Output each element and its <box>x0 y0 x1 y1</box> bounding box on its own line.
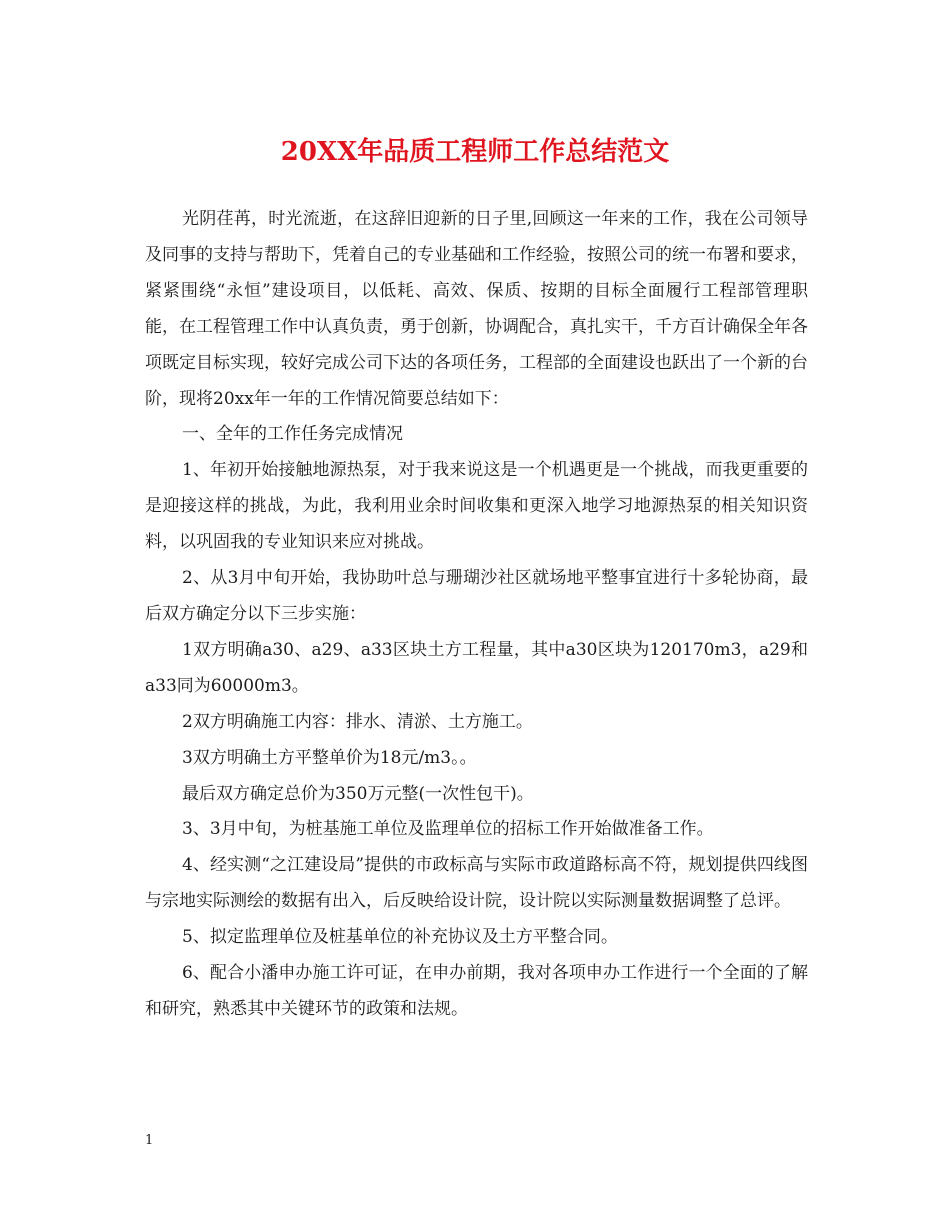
document-body <box>145 202 808 1028</box>
paragraph-item-4: 4、经实测“之江建设局”提供的市政标高与实际市政道路标高不符，规划提供四线图与宗地实际测绘的数据有出入，后反映给设计院，设计院以实际测量数据调整了总评。 <box>145 855 808 912</box>
paragraph-item-3: 3、3月中旬，为桩基施工单位及监理单位的招标工作开始做准备工作。 <box>182 819 714 840</box>
section-heading: 一、全年的工作任务完成情况 <box>182 424 403 445</box>
page-number: 1 <box>145 1133 154 1148</box>
paragraph-step-1: 1双方明确a30、a29、a33区块土方工程量，其中a30区块为120170m3，a29和a33同为60000m3。 <box>145 639 808 696</box>
document-title: 20XX年品质工程师工作总结范文 <box>280 137 670 167</box>
paragraph-step-2: 2双方明确施工内容：排水、清淤、土方施工。 <box>182 711 533 732</box>
paragraph-item-5: 5、拟定监理单位及桩基单位的补充协议及土方平整合同。 <box>182 927 618 948</box>
paragraph-total-price: 最后双方确定总价为350万元整(一次性包干)。 <box>182 783 534 804</box>
paragraph-item-1: 1、年初开始接触地源热泵，对于我来说这是一个机遇更是一个挑战，而我更重要的是迎接这样的挑战，为此，我利用业余时间收集和更深入地学习地源热泵的相关知识资料，以巩固我的专业知识来应对挑战。 <box>145 460 808 553</box>
paragraph-intro: 光阴荏苒，时光流逝，在这辞旧迎新的日子里,回顾这一年来的工作，我在公司领导及同事的支持与帮助下，凭着自己的专业基础和工作经验，按照公司的统一布署和要求，紧紧围绕“永恒”建设项目，以低耗、高效、保质、按期的目标全面履行工程部管理职能，在工程管理工作中认真负责，勇于创新，协调配合，真扎实干，千方百计确保全年各项既定目标实现，较好完成公司下达的各项任务，工程部的全面建设也跃出了一个新的台阶，现将20xx年一年的工作情况简要总结如下： <box>145 209 808 409</box>
paragraph-item-6: 6、配合小潘申办施工许可证，在申办前期，我对各项申办工作进行一个全面的了解和研究，熟悉其中关键环节的政策和法规。 <box>145 963 808 1019</box>
paragraph-step-3: 3双方明确土方平整单价为18元/m3。。 <box>182 747 477 768</box>
paragraph-item-2: 2、从3月中旬开始，我协助叶总与珊瑚沙社区就场地平整事宜进行十多轮协商，最后双方确定分以下三步实施： <box>145 568 808 624</box>
